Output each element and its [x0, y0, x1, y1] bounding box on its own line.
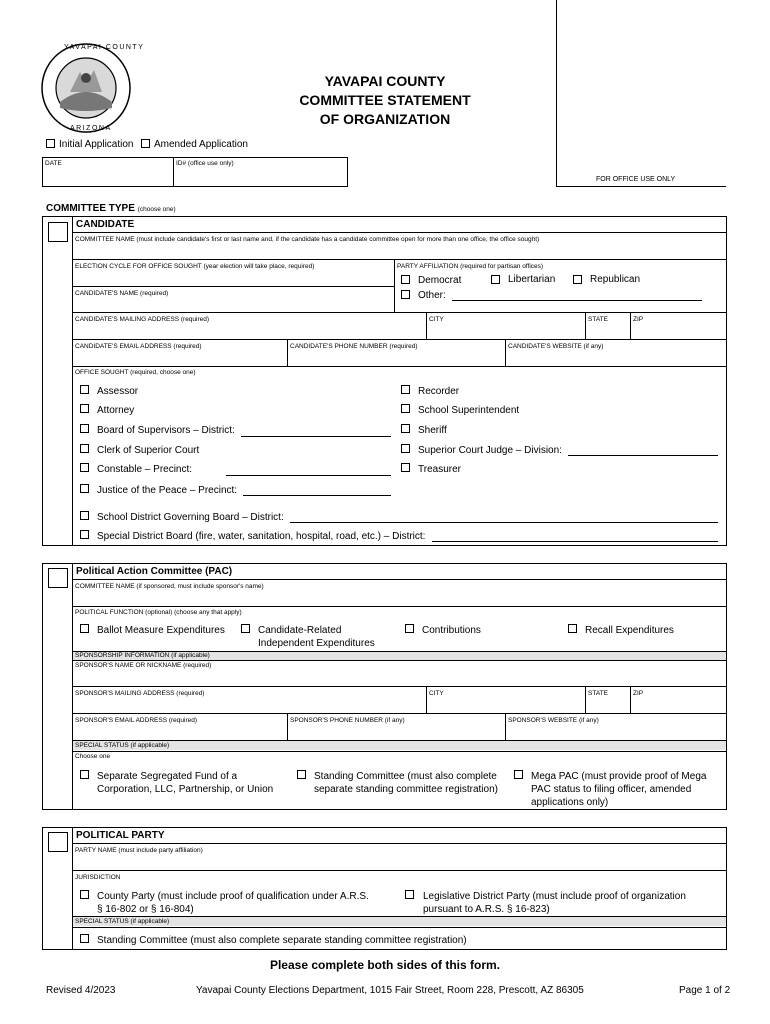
- candidate-type-checkbox[interactable]: [48, 222, 68, 242]
- candidate-committee-name-label[interactable]: COMMITTEE NAME (must include candidate's first or last name and, if the candidate has a candidate committee open for more than one office, the office sought): [75, 236, 540, 243]
- sponsor-name-label[interactable]: SPONSOR'S NAME OR NICKNAME (required): [75, 662, 212, 669]
- board-of-supervisors-label: Board of Supervisors – District:: [97, 425, 235, 436]
- other-party-label: Other:: [418, 290, 446, 301]
- pac-choose-one-label: Choose one: [75, 753, 111, 760]
- sheriff-label: Sheriff: [418, 425, 447, 436]
- mega-pac-label-3: applications only): [531, 797, 609, 808]
- judge-division-input[interactable]: [568, 455, 718, 456]
- school-superintendent-label: School Superintendent: [418, 405, 520, 416]
- jurisdiction-label: JURISDICTION: [75, 874, 121, 881]
- republican-label: Republican: [590, 274, 641, 285]
- candidate-state-label[interactable]: STATE: [588, 316, 608, 323]
- sponsor-mailing-label[interactable]: SPONSOR'S MAILING ADDRESS (required): [75, 690, 205, 697]
- other-party-checkbox[interactable]: [401, 290, 410, 299]
- treasurer-label: Treasurer: [418, 464, 461, 475]
- date-field-label[interactable]: DATE: [45, 160, 62, 167]
- libertarian-checkbox[interactable]: [491, 275, 500, 284]
- recall-checkbox[interactable]: [568, 624, 577, 633]
- school-superintendent-checkbox[interactable]: [401, 404, 410, 413]
- department-address: Yavapai County Elections Department, 1015 Fair Street, Room 228, Prescott, AZ 86305: [196, 985, 584, 996]
- office-sought-label: OFFICE SOUGHT (required, choose one): [75, 369, 196, 376]
- republican-checkbox[interactable]: [573, 275, 582, 284]
- pac-special-status-bar: [73, 741, 726, 750]
- pac-standing-committee-checkbox[interactable]: [297, 770, 306, 779]
- superior-court-judge-checkbox[interactable]: [401, 444, 410, 453]
- mega-pac-checkbox[interactable]: [514, 770, 523, 779]
- recorder-checkbox[interactable]: [401, 385, 410, 394]
- ssf-label-2: Corporation, LLC, Partnership, or Union: [97, 784, 274, 795]
- candidate-related-label-2: Independent Expenditures: [258, 638, 375, 649]
- initial-application-label: Initial Application: [59, 139, 134, 150]
- justice-precinct-input[interactable]: [243, 495, 391, 496]
- pac-heading: Political Action Committee (PAC): [76, 566, 233, 577]
- candidate-related-label-1: Candidate-Related: [258, 625, 342, 636]
- county-seal: [40, 42, 145, 134]
- page-title-line3: OF ORGANIZATION: [319, 111, 451, 127]
- party-heading: POLITICAL PARTY: [76, 830, 165, 841]
- constable-label: Constable – Precinct:: [97, 464, 193, 475]
- mega-pac-label-2: PAC status to filing officer, amended: [531, 784, 692, 795]
- page-title-line1: YAVAPAI COUNTY: [324, 73, 446, 89]
- sponsor-phone-label[interactable]: SPONSOR'S PHONE NUMBER (if any): [290, 717, 405, 724]
- party-name-label[interactable]: PARTY NAME (must include party affiliation): [75, 847, 203, 854]
- clerk-superior-court-label: Clerk of Superior Court: [97, 445, 200, 456]
- other-party-input[interactable]: [452, 300, 702, 301]
- sponsorship-info-label: SPONSORSHIP INFORMATION (if applicable): [75, 652, 210, 659]
- sponsor-city-label[interactable]: CITY: [429, 690, 444, 697]
- constable-checkbox[interactable]: [80, 463, 89, 472]
- special-district-input[interactable]: [432, 541, 718, 542]
- county-party-label-2: § 16-802 or § 16-804): [97, 904, 194, 915]
- complete-both-sides-note: Please complete both sides of this form.: [269, 958, 501, 972]
- justice-of-peace-checkbox[interactable]: [80, 484, 89, 493]
- id-field-label[interactable]: ID# (office use only): [176, 160, 234, 167]
- mega-pac-label-1: Mega PAC (must provide proof of Mega: [531, 771, 707, 782]
- constable-precinct-input[interactable]: [226, 475, 391, 476]
- committee-type-title: COMMITTEE TYPE: [46, 203, 135, 214]
- candidate-name-label[interactable]: CANDIDATE'S NAME (required): [75, 290, 169, 297]
- sponsor-website-label[interactable]: SPONSOR'S WEBSITE (if any): [508, 717, 599, 724]
- contributions-checkbox[interactable]: [405, 624, 414, 633]
- pac-standing-label-2: separate standing committee registration): [314, 784, 498, 795]
- legislative-district-label-2: pursuant to A.R.S. § 16-823): [423, 904, 550, 915]
- assessor-checkbox[interactable]: [80, 385, 89, 394]
- superior-court-judge-label: Superior Court Judge – Division:: [418, 445, 562, 456]
- party-type-checkbox[interactable]: [48, 832, 68, 852]
- party-affiliation-label: PARTY AFFILIATION (required for partisan offices): [397, 263, 544, 270]
- recall-label: Recall Expenditures: [585, 625, 674, 636]
- office-use-divider: [556, 0, 557, 186]
- ballot-measure-label: Ballot Measure Expenditures: [97, 625, 225, 636]
- candidate-website-label[interactable]: CANDIDATE'S WEBSITE (if any): [508, 343, 604, 350]
- amended-application-checkbox[interactable]: [141, 139, 150, 148]
- county-party-label-1: County Party (must include proof of qualification under A.R.S.: [97, 891, 369, 902]
- candidate-heading: CANDIDATE: [76, 219, 135, 230]
- committee-type-note: (choose one): [137, 206, 176, 213]
- democrat-label: Democrat: [418, 275, 462, 286]
- seal-text-bottom: ARIZONA: [70, 125, 112, 132]
- party-special-status-bar: [73, 917, 726, 926]
- election-cycle-label[interactable]: ELECTION CYCLE FOR OFFICE SOUGHT (year election will take place, required): [75, 263, 315, 270]
- board-of-supervisors-checkbox[interactable]: [80, 424, 89, 433]
- justice-of-peace-label: Justice of the Peace – Precinct:: [97, 485, 238, 496]
- attorney-checkbox[interactable]: [80, 404, 89, 413]
- ssf-label-1: Separate Segregated Fund of a: [97, 771, 238, 782]
- seal-text-top: YAVAPAI COUNTY: [64, 44, 145, 51]
- page-title-line2: COMMITTEE STATEMENT: [299, 92, 471, 108]
- board-district-input[interactable]: [241, 436, 391, 437]
- committee-type-label: [46, 203, 176, 216]
- contributions-label: Contributions: [422, 625, 481, 636]
- sponsor-email-label[interactable]: SPONSOR'S EMAIL ADDRESS (required): [75, 717, 198, 724]
- ballot-measure-checkbox[interactable]: [80, 624, 89, 633]
- seal-icon: [40, 42, 132, 134]
- legislative-district-label-1: Legislative District Party (must include proof of organization: [423, 891, 686, 902]
- school-district-input[interactable]: [290, 522, 718, 523]
- political-function-label: POLITICAL FUNCTION (optional) (choose any that apply): [75, 609, 242, 616]
- initial-application-checkbox[interactable]: [46, 139, 55, 148]
- libertarian-label: Libertarian: [508, 274, 556, 285]
- special-district-label: Special District Board (fire, water, sanitation, hospital, road, etc.) – District:: [97, 531, 426, 542]
- school-district-checkbox[interactable]: [80, 511, 89, 520]
- county-party-checkbox[interactable]: [80, 890, 89, 899]
- candidate-phone-label[interactable]: CANDIDATE'S PHONE NUMBER (required): [290, 343, 418, 350]
- office-use-only-label: FOR OFFICE USE ONLY: [596, 176, 676, 183]
- special-district-checkbox[interactable]: [80, 530, 89, 539]
- party-standing-committee-label: Standing Committee (must also complete separate standing committee registration): [97, 935, 467, 946]
- recorder-label: Recorder: [418, 386, 460, 397]
- legislative-district-checkbox[interactable]: [405, 890, 414, 899]
- sheriff-checkbox[interactable]: [401, 424, 410, 433]
- assessor-label: Assessor: [97, 386, 139, 397]
- attorney-label: Attorney: [97, 405, 135, 416]
- sponsor-state-label[interactable]: STATE: [588, 690, 608, 697]
- revised-date: Revised 4/2023: [46, 985, 116, 996]
- treasurer-checkbox[interactable]: [401, 463, 410, 472]
- party-special-status-label: SPECIAL STATUS (if applicable): [75, 918, 170, 925]
- candidate-email-label[interactable]: CANDIDATE'S EMAIL ADDRESS (required): [75, 343, 202, 350]
- pac-type-checkbox[interactable]: [48, 568, 68, 588]
- candidate-mailing-address-label[interactable]: CANDIDATE'S MAILING ADDRESS (required): [75, 316, 210, 323]
- page-number: Page 1 of 2: [679, 985, 731, 996]
- clerk-superior-court-checkbox[interactable]: [80, 444, 89, 453]
- school-district-label: School District Governing Board – District:: [97, 512, 284, 523]
- amended-application-label: Amended Application: [154, 139, 248, 150]
- ssf-checkbox[interactable]: [80, 770, 89, 779]
- candidate-related-checkbox[interactable]: [241, 624, 250, 633]
- pac-standing-label-1: Standing Committee (must also complete: [314, 771, 497, 782]
- sponsor-zip-label[interactable]: ZIP: [633, 690, 644, 697]
- candidate-city-label[interactable]: CITY: [429, 316, 444, 323]
- democrat-checkbox[interactable]: [401, 275, 410, 284]
- party-section: [42, 827, 727, 950]
- party-standing-committee-checkbox[interactable]: [80, 934, 89, 943]
- office-use-bottom-line: [556, 186, 726, 187]
- candidate-zip-label[interactable]: ZIP: [633, 316, 644, 323]
- pac-committee-name-label[interactable]: COMMITTEE NAME (if sponsored, must include sponsor's name): [75, 583, 264, 590]
- pac-special-status-label: SPECIAL STATUS (if applicable): [75, 742, 170, 749]
